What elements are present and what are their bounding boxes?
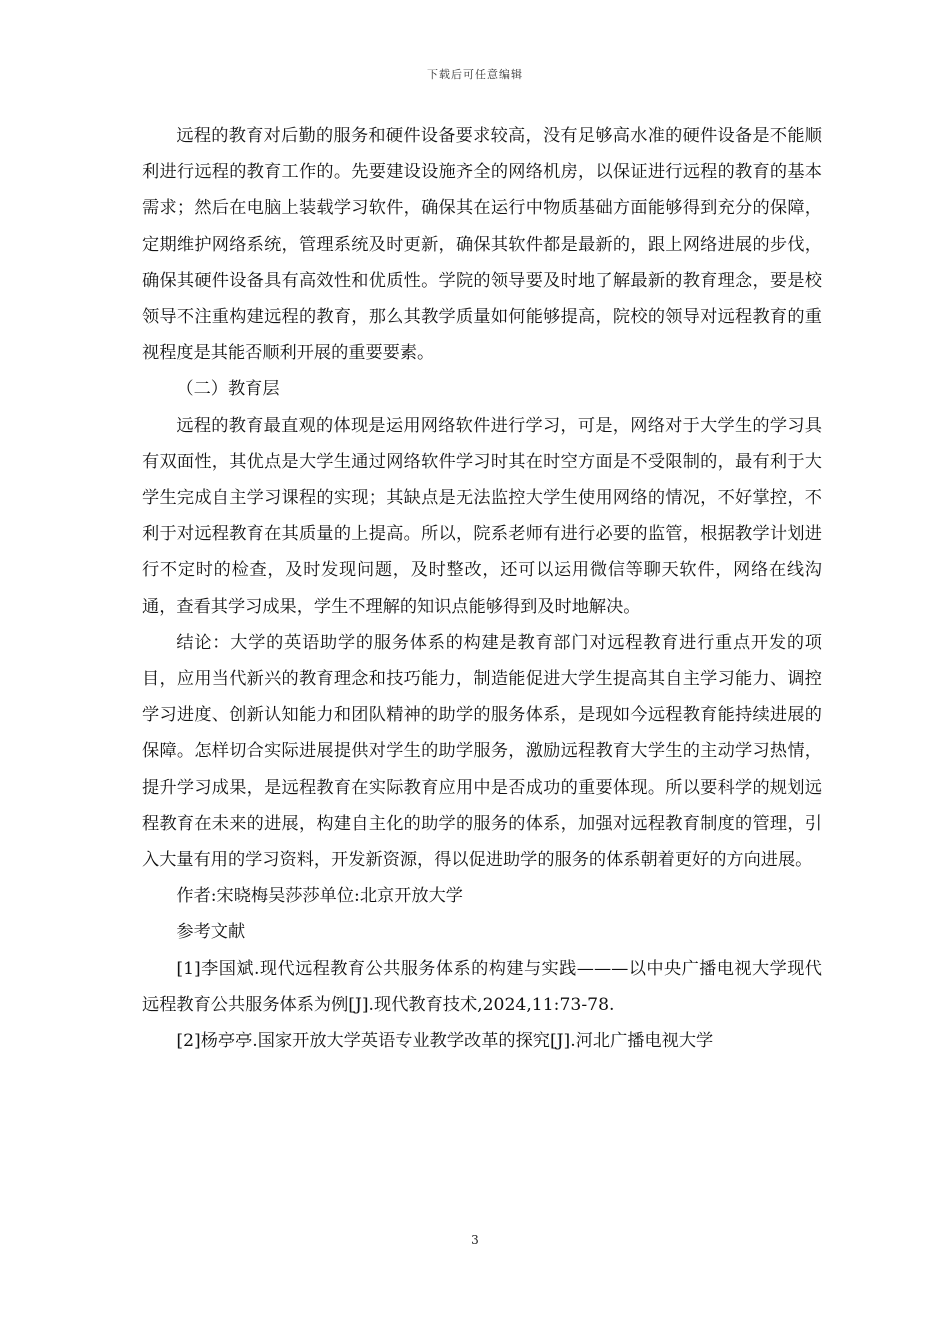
paragraph-education-layer: 远程的教育最直观的体现是运用网络软件进行学习，可是，网络对于大学生的学习具有双面性，其优点是大学生通过网络软件学习时其在时空方面是不受限制的，最有利于大学生完成自主学习课程的实现；其缺点是无法监控大学生使用网络的情况，不好掌控，不利于对远程教育在其质量的上提高。所以，院系老师有进行必要的监管，根据教学计划进行不定时的检查，及时发现问题，及时整改，还可以运用微信等聊天软件，网络在线沟通，查看其学习成果，学生不理解的知识点能够得到及时地解决。 [142,415,822,617]
paragraph-hardware: 远程的教育对后勤的服务和硬件设备要求较高，没有足够高水准的硬件设备是不能顺利进行远程的教育工作的。先要建设设施齐全的网络机房，以保证进行远程的教育的基本需求；然后在电脑上装载学习软件，确保其在运行中物质基础方面能够得到充分的保障，定期维护网络系统，管理系统及时更新，确保其软件都是最新的，跟上网络进展的步伐，确保其硬件设备具有高效性和优质性。学院的领导要及时地了解最新的教育理念，要是校领导不注重构建远程的教育，那么其教学质量如何能够提高，院校的领导对远程教育的重视程度是其能否顺利开展的重要要素。 [142,126,822,364]
section-heading-education-layer: （二）教育层 [176,379,280,400]
reference-item: [1]李国斌.现代远程教育公共服务体系的构建与实践———以中央广播电视大学现代远程教育公共服务体系为例[J].现代教育技术,2024,11:73-78. [142,958,822,1015]
page-number: 3 [471,1233,479,1247]
document-body [142,118,822,1059]
references-heading: 参考文献 [176,922,246,943]
author-line: 作者:宋晓梅吴莎莎单位:北京开放大学 [176,886,463,907]
reference-item: [2]杨亭亭.国家开放大学英语专业教学改革的探究[J].河北广播电视大学 [176,1031,714,1052]
page-header: 下载后可任意编辑 [427,68,523,81]
paragraph-conclusion: 结论：大学的英语助学的服务体系的构建是教育部门对远程教育进行重点开发的项目，应用当代新兴的教育理念和技巧能力，制造能促进大学生提高其自主学习能力、调控学习进度、创新认知能力和团队精神的助学的服务体系，是现如今远程教育能持续进展的保障。怎样切合实际进展提供对学生的助学服务，激励远程教育大学生的主动学习热情，提升学习成果，是远程教育在实际教育应用中是否成功的重要体现。所以要科学的规划远程教育在未来的进展，构建自主化的助学的服务的体系，加强对远程教育制度的管理，引入大量有用的学习资料，开发新资源，得以促进助学的服务的体系朝着更好的方向进展。 [142,632,822,871]
